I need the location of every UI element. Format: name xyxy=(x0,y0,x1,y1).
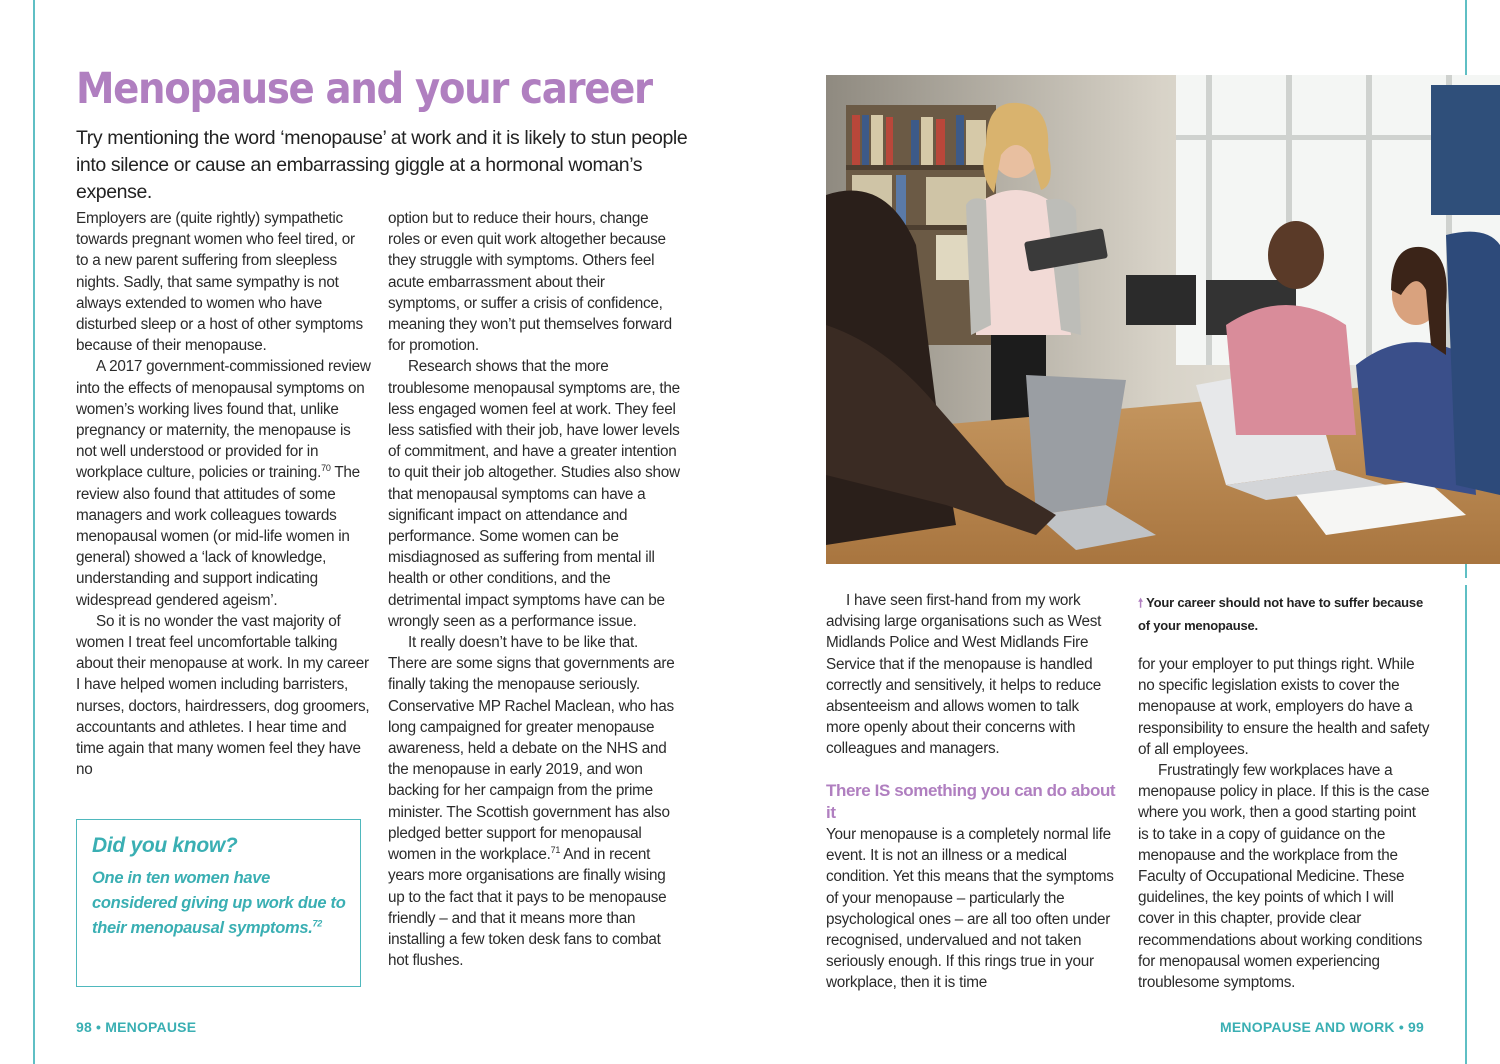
paragraph: I have seen first-hand from my work advising large organisations such as West Midlands Police and West Midlands Fire Service that if the menopause is handled correctly and sensitively, it helps to reduce absenteeism and allows women to talk more openly about their concerns with colleagues and managers. xyxy=(826,592,1102,758)
right-margin-rule-bottom xyxy=(1465,585,1467,1064)
paragraph: Employers are (quite rightly) sympathetic towards pregnant women who feel tired, or to a new parent suffering from sleepless nights. Sadly, that same sympathy is not always extended to women who have disturbed sleep or a host of other symptoms because of their menopause. xyxy=(76,210,363,355)
meeting-photo xyxy=(826,75,1500,564)
body-column-3 xyxy=(826,590,1116,760)
did-you-know-heading: Did you know? xyxy=(92,834,238,857)
up-arrow-icon: 🠕 xyxy=(1138,596,1143,610)
paragraph: for your employer to put things right. While no specific legislation exists to cover the menopause at work, employers do have a responsibility to ensure the health and safety of all employees. xyxy=(1138,656,1430,758)
folio-left: 98 • MENOPAUSE xyxy=(76,1019,197,1035)
paragraph: Research shows that the more troublesome menopausal symptoms are, the less engaged women feel at work. They feel less satisfied with their job, have lower levels of commitment, and have a greater intention to quit their job altogether. Studies also show that menopausal symptoms can have a significant impact on attendance and performance. Some women can be misdiagnosed as suffering from mental ill health or other conditions, and the detrimental impact symptoms have can be wrongly seen as a performance issue. xyxy=(388,358,680,630)
section-body: Your menopause is a completely normal life event. It is not an illness or a medical condition. Yet this means that the symptoms of your menopause – particularly the psychological ones – are all too often under recognised, undervalued and not taken seriously enough. If this rings true in your workplace, then it is time xyxy=(826,826,1114,992)
paragraph: It really doesn’t have to be like that. There are some signs that governments are finally taking the menopause seriously. Conservative MP Rachel Maclean, who has long campaigned for greater menopause awareness, held a debate on the NHS and the menopause in early 2019, and won backing for her campaign from the prime minister. The Scottish government has also pledged better support for menopausal women in the workplace.$^{71}$ And in recent years more organisations are finally wising up to the fact that it pays to be menopause friendly – and that it means more than installing a few token desk fans to combat hot flushes. xyxy=(388,634,675,970)
did-you-know-body: One in ten women have considered giving up work due to their menopausal symptoms.$^{72}$ xyxy=(92,869,346,937)
body-column-1 xyxy=(76,208,371,780)
footnote-ref: 72 xyxy=(312,918,322,929)
body-column-4 xyxy=(1138,654,1430,993)
footnote-ref: 71 xyxy=(550,845,561,855)
left-margin-rule xyxy=(33,0,35,1064)
footnote-ref: 70 xyxy=(321,463,331,474)
photo-caption: 🠕 Your career should not have to suffer because of your menopause. xyxy=(1138,595,1423,633)
section-subheading: There IS something you can do about it xyxy=(826,781,1116,822)
paragraph: Frustratingly few workplaces have a menopause policy in place. If this is the case where you work, then a good starting point is to take in a copy of guidance on the menopause and the workplace from the Faculty of Occupational Medicine. These guidelines, the key points of which I will cover in this chapter, provide clear recommendations about working conditions for menopausal women experiencing troublesome symptoms. xyxy=(1138,762,1430,992)
body-column-2 xyxy=(388,208,680,971)
page-title: Menopause and your career xyxy=(76,64,652,114)
did-you-know-box xyxy=(76,819,361,987)
paragraph: So it is no wonder the vast majority of women I treat feel uncomfortable talking about their menopause at work. In my career I have helped women including barristers, nurses, doctors, hairdressers, dog groomers, accountants and athletes. I hear time and time again that many women feel they have no xyxy=(76,612,370,779)
paragraph: option but to reduce their hours, change roles or even quit work altogether because they struggle with symptoms. Others feel acute embarrassment about their symptoms, or suffer a crisis of confidence, meaning they won’t put themselves forward for promotion. xyxy=(388,210,672,355)
lede-paragraph: Try mentioning the word ‘menopause’ at work and it is likely to stun people into silence or cause an embarrassing giggle at a hormonal woman’s expense. xyxy=(76,127,688,203)
folio-right: MENOPAUSE AND WORK • 99 xyxy=(1220,1019,1424,1035)
paragraph: A 2017 government-commissioned review into the effects of menopausal symptoms on women’s working lives found that, unlike pregnancy or maternity, the menopause is not well understood or provided for in workplace culture, policies or training.$^{70}$ The review also found that attitudes of some managers and work colleagues towards menopausal women (or mid-life women in general) showed a ‘lack of knowledge, understanding and support indicating widespread gendered ageism’. xyxy=(76,358,371,609)
